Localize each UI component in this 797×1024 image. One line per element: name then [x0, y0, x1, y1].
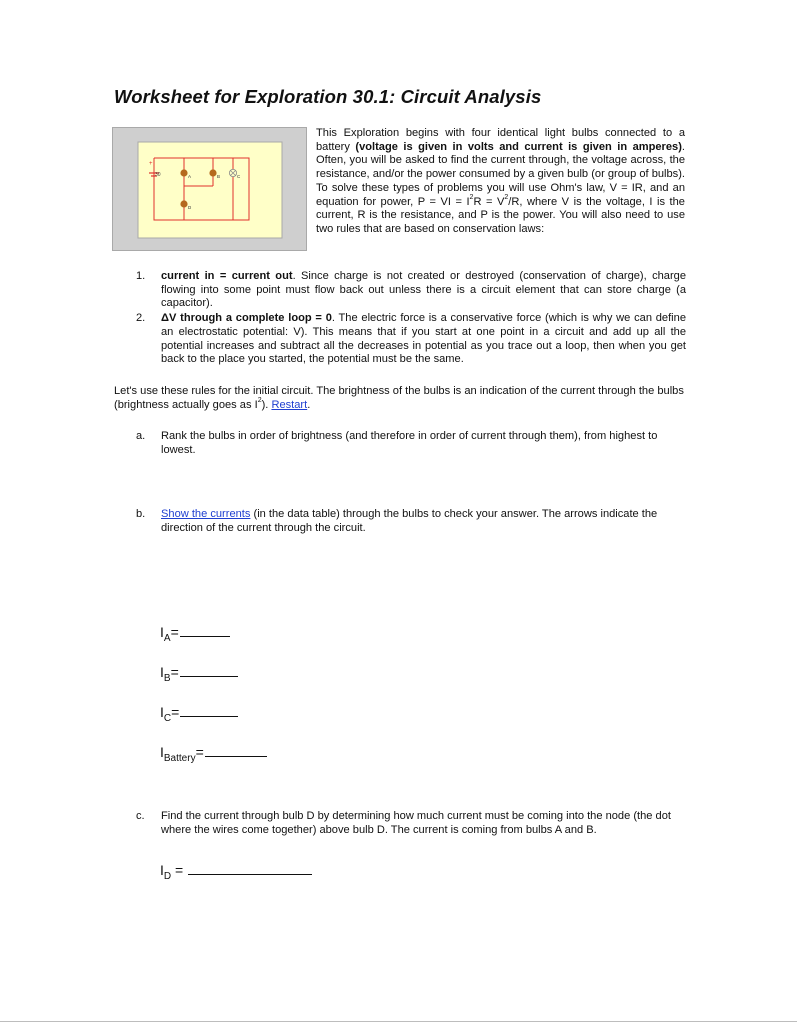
instructions-paragraph: Let's use these rules for the initial circuit. The brightness of the bulbs is an indication of the current through the bulbs (brightness actually goes as $I^2$). Restart. — [114, 385, 684, 411]
rule-heading: ΔV through a complete loop = 0 — [161, 312, 332, 325]
answer-blank[interactable] — [205, 742, 267, 757]
answer-ibattery[interactable]: $I_{Battery}=$ — [160, 742, 267, 760]
rule-item-1: 1. current in = current out. Since charge is not created or destroyed (conservation of charge), charge flowing into some point must flow back out unless there is a circuit element that can store charge (a capacitor). — [136, 270, 686, 310]
answer-ia[interactable]: $I_A=$ — [160, 622, 230, 640]
answer-ic[interactable]: $I_C=$ — [160, 702, 238, 720]
question-text: Rank the bulbs in order of brightness (and therefore in order of current through them), from highest to lowest. — [161, 430, 658, 456]
question-a — [136, 430, 686, 457]
svg-text:B: B — [217, 174, 221, 179]
rule-number: 2. — [136, 312, 146, 325]
rules-list — [136, 270, 686, 368]
answer-id[interactable]: $I_D$ = — [160, 860, 312, 878]
circuit-panel — [138, 142, 282, 238]
answer-blank[interactable] — [188, 860, 312, 875]
question-c — [136, 810, 686, 837]
answer-ib[interactable]: $I_B=$ — [160, 662, 238, 680]
svg-text:D: D — [188, 205, 192, 210]
question-letter: c. — [136, 810, 145, 822]
answer-blank[interactable] — [180, 622, 230, 637]
circuit-diagram — [113, 128, 308, 252]
battery-label: 30 — [155, 172, 161, 178]
svg-text:C: C — [237, 174, 241, 179]
answer-blank[interactable] — [180, 662, 238, 677]
svg-text:A: A — [188, 174, 192, 179]
page-divider — [0, 1021, 797, 1022]
rule-number: 1. — [136, 270, 146, 282]
page-title: Worksheet for Exploration 30.1: Circuit Analysis — [114, 86, 542, 107]
circuit-figure[interactable] — [112, 127, 307, 251]
question-text: Find the current through bulb D by determining how much current must be coming into the node (the dot where the wires come together) above bulb D. The current is coming from bulbs A and B. — [161, 810, 671, 836]
question-letter: a. — [136, 430, 146, 442]
rule-heading: current in = current out — [161, 270, 293, 282]
restart-link[interactable]: Restart — [271, 398, 308, 411]
svg-text:+: + — [149, 161, 153, 167]
intro-paragraph: This Exploration begins with four identical light bulbs connected to a battery (voltage is given in volts and current is given in amperes). Often, you will be asked to find the current through, the voltage across, the resistance, and/or the power consumed by a given bulb (or group of bulbs). To solve these types of problems you will use Ohm's law, V = IR, and an equation for power, P = VI = $I^2R = V^2/R$, where V is the voltage, I is the current, R is the resistance, and P is the power. You will also need to use two rules that are based on conservation laws: — [316, 127, 686, 235]
question-b — [136, 508, 686, 535]
answer-blank[interactable] — [180, 702, 238, 717]
show-currents-link[interactable]: Show the currents — [161, 508, 251, 520]
question-letter: b. — [136, 508, 146, 520]
rule-item-2: 2. ΔV through a complete loop = 0. The electric force is a conservative force (which is why we can define an electrostatic potential: V). This means that if you start at one point in a circuit and add up all the potential increases and subtract all the decreases in potential as you trace out a loop, then when you get back to the place you started, the potential must be the same. — [136, 312, 686, 366]
question-text: Show the currents (in the data table) through the bulbs to check your answer. The arrows indicate the direction of the current through the circuit. — [161, 508, 658, 534]
